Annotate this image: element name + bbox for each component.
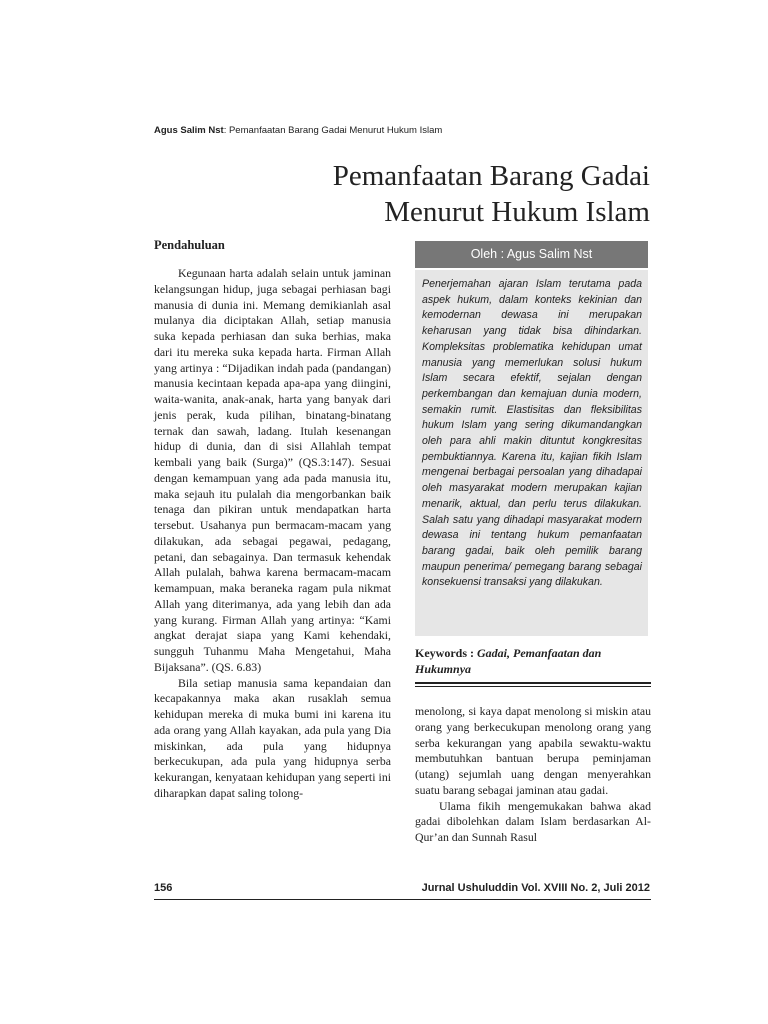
section-heading: Pendahuluan <box>154 238 225 252</box>
divider-thin <box>415 686 651 687</box>
keywords-label: Keywords : <box>415 646 477 660</box>
body-paragraph-4: Ulama fikih mengemukakan bahwa akad gadai dibolehkan dalam Islam berdasarkan Al-Qur’an dan Sunnah Rasul <box>415 798 651 844</box>
page-number: 156 <box>154 882 173 894</box>
running-header <box>154 125 442 136</box>
running-header-author: Agus Salim Nst <box>154 125 224 136</box>
article-title-line-1: Pemanfaatan Barang Gadai <box>332 160 650 192</box>
keywords-value: Gadai, Pemanfaatan dan Hukumnya <box>415 646 602 676</box>
keywords <box>415 645 651 677</box>
body-paragraph-2: Bila setiap manusia sama kepandaian dan kecapakannya maka akan rusaklah semua kehidupan mereka di muka bumi ini karena itu ada orang yang Allah kayakan, ada pula yang Dia miskinkan, ada pula yang hidupnya berkecukupan, ada pula yang hidupnya serba kekurangan, kenyataan kehidupan yang seperti ini diharapkan dapat saling tolong- <box>154 675 391 800</box>
body-left-column <box>154 266 391 802</box>
footer-divider <box>154 899 651 900</box>
abstract-box <box>415 270 648 636</box>
article-title-line-2: Menurut Hukum Islam <box>384 196 650 228</box>
body-paragraph-1: Kegunaan harta adalah selain untuk jaminan kelangsungan hidup, juga sebagai perhiasan bagi manusia di dunia ini. Memang demikianlah asal mulanya dia diciptakan Allah, setiap manusia suka kepada perhiasan dan suka berhias, maka dari itu mereka suka kepada harta. Firman Allah yang artinya : “Dijadikan indah pada (pandangan) manusia kecintaan kepada apa-apa yang diingini, waita-wanita, anak-anak, harta yang banyak dari jenis perak, kuda pilihan, binatang-binatang ternak dan sawah, ladang. Itulah kesenangan hidup di dunia, dan di sisi Allahlah tempat kembali yang baik (Surga)” (QS.3:147). Sesuai dengan kemampuan yang ada pada manusia itu, maka sejauh itu pulalah dia mengorbankan baik tenaga dan pikiran untuk mendapatkan harta tersebut. Usahanya pun bermacam-macam yang dilakukan, ada sebagai pegawai, pedagang, petani, dan sebagainya. Dan termasuk kehendak Allah pulalah, bahwa karena bermacam-macam kemampuan, maka beraneka ragam pula nikmat Allah yang diterimanya, ada yang lebih dan ada yang kurang. Firman Allah yang artinya: “Kami angkat derajat siapa yang Kami kehendaki, sungguh Tuhanmu Maha Mengetahui, Maha Bijaksana”. (QS. 6.83) <box>154 266 391 674</box>
divider-thick <box>415 682 651 684</box>
author-byline: Oleh : Agus Salim Nst <box>415 241 648 268</box>
running-header-title: : Pemanfaatan Barang Gadai Menurut Hukum Islam <box>223 125 443 136</box>
journal-footer: Jurnal Ushuluddin Vol. XVIII No. 2, Juli 2012 <box>421 882 650 894</box>
abstract-text: Penerjemahan ajaran Islam terutama pada aspek hukum, dalam konteks kekinian dan kemodernan dewasa ini merupakan keharusan yang tidak bisa dihindarkan. Kompleksitas problematika kehidupan umat manusia yang memerlukan solusi hukum Islam secara efektif, sejalan dengan perkembangan dan kemajuan dunia modern, semakin rumit. Elastisitas dan fleksibilitas hukum Islam yang sering dikumandangkan oleh para ahli makin dituntut kongkresitas pembuktiannya. Karena itu, kajian fikih Islam mengenai berbagai persoalan yang dihadapai oleh masyarakat modern merupakan kajian menarik, aktual, dan perlu terus dilakukan. Salah satu yang dihadapi masyarakat modern dewasa ini tentang hukum pemanfaatan barang gadai, baik oleh pemilik barang maupun penerima/ pemegang barang sebagai konsekuensi transaksi yang dilakukan. <box>422 278 642 589</box>
body-right-column <box>415 704 651 846</box>
body-paragraph-3: menolong, si kaya dapat menolong si miskin atau orang yang berkecukupan menolong orang yang serba kekurangan yang apabila sewaktu-waktu membutuhkan bantuan berupa peminjaman (utang) sejumlah uang dengan menyerahkan suatu barang sebagai jaminan atau gadai. <box>415 704 651 797</box>
article-title <box>333 158 650 230</box>
